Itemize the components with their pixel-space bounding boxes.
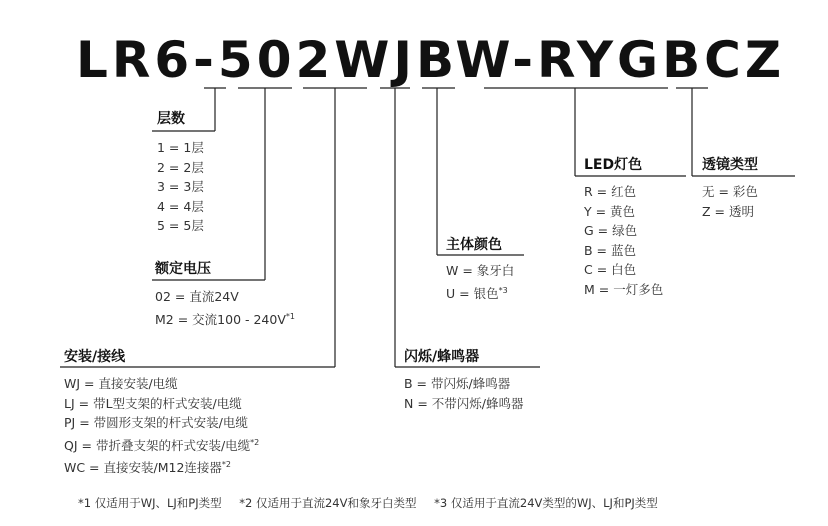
list-item: G = 绿色: [584, 223, 638, 238]
flash-list: [404, 374, 523, 413]
footnote-1: *1 仅适用于WJ、LJ和PJ类型: [78, 496, 222, 510]
body-color-list: [446, 261, 514, 303]
list-item: M2 = 交流$100 - 240V^{*1}$: [155, 311, 295, 327]
list-item: PJ = 带圆形支架的杆式安装/电缆: [64, 415, 248, 430]
list-item: QJ = 带折叠支架的杆式安装/电缆$^{*2}$: [64, 437, 260, 453]
list-item: B = 带闪烁/蜂鸣器: [404, 376, 511, 391]
led-color-title: LED灯色: [584, 157, 643, 173]
list-item: W = 象牙白: [446, 263, 515, 278]
list-item: 4 = 4层: [157, 198, 204, 214]
list-item: 无 = 彩色: [702, 184, 758, 199]
list-item: M = 一灯多色: [584, 281, 664, 297]
layers-list: [157, 138, 204, 236]
list-item: 2 = 2层: [157, 159, 204, 175]
list-item: 02 = 直流24V: [155, 289, 239, 304]
lens-title: 透镜类型: [702, 157, 758, 173]
list-item: 3 = 3层: [157, 179, 204, 194]
list-item: WJ = 直接安装/电缆: [64, 376, 178, 391]
layers-title: 层数: [157, 111, 185, 127]
list-item: Z = 透明: [702, 203, 754, 219]
voltage-title: 额定电压: [155, 261, 211, 277]
list-item: C = 白色: [584, 262, 637, 277]
footnotes: [78, 495, 672, 511]
footnote-mark: *3: [498, 285, 508, 295]
model-code: LR6-502WJBW-RYGBCZ: [76, 31, 786, 89]
list-item: Y = 黄色: [584, 203, 636, 219]
led-color-list: [584, 182, 663, 299]
install-title: 安装/接线: [64, 349, 126, 365]
list-item: R = 红色: [584, 184, 637, 199]
list-item: WC = 直接安装/M12连接器$^{*2}$: [64, 460, 232, 475]
list-item: 1 = 1层: [157, 140, 204, 155]
list-item: B = 蓝色: [584, 242, 636, 258]
flash-title: 闪烁/蜂鸣器: [404, 349, 480, 365]
list-item: 5 = 5层: [157, 218, 204, 233]
install-list: [64, 374, 259, 478]
footnote-3: *3 仅适用于直流24V类型的WJ、LJ和PJ类型: [434, 496, 658, 510]
voltage-list: [155, 287, 295, 329]
list-item: LJ = 带L型支架的杆式安装/电缆: [64, 395, 242, 411]
footnote-mark: *2: [221, 460, 232, 469]
list-item: N = 不带闪烁/蜂鸣器: [404, 395, 524, 411]
footnote-mark: *1: [285, 311, 295, 321]
list-item: U = 银色$^{*3}$: [446, 285, 508, 301]
body-color-title: 主体颜色: [446, 237, 502, 253]
footnote-mark: *2: [250, 437, 260, 447]
lens-list: [702, 182, 758, 221]
footnote-2: *2 仅适用于直流24V和象牙白类型: [239, 496, 417, 510]
